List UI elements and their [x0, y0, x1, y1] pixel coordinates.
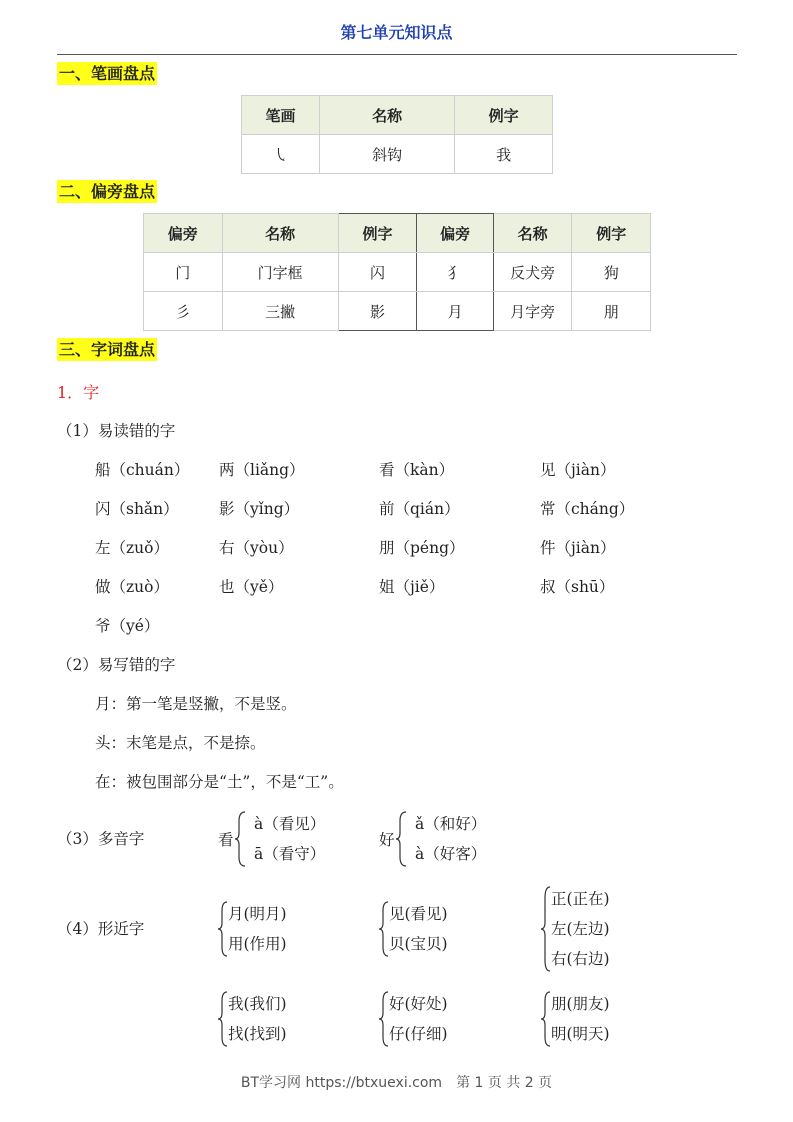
- similar-item: 找(找到): [228, 1025, 287, 1043]
- polyphone-item: ǎ（和好）: [415, 815, 487, 833]
- similar-group: [379, 899, 489, 959]
- table-cell: 月: [417, 292, 494, 331]
- table-cell: 闪: [338, 253, 417, 292]
- polyphone-item: à（好客）: [415, 845, 487, 863]
- pinyin-item: 两（liǎng）: [219, 461, 305, 479]
- pinyin-item: 左（zuǒ）: [95, 539, 169, 557]
- similar-item: 正(正在): [551, 890, 610, 908]
- pinyin-item: 常（cháng）: [540, 500, 635, 518]
- table-cell: 狗: [572, 253, 651, 292]
- brace-icon: [541, 991, 551, 1047]
- subsection-label: （2）易写错的字: [57, 656, 176, 674]
- pinyin-item: 件（jiàn）: [540, 539, 616, 557]
- table-header: 名称: [222, 214, 338, 253]
- table-row: [242, 135, 553, 174]
- brace-icon: [396, 811, 408, 867]
- table-cell: 彡: [144, 292, 223, 331]
- error-note: 月：第一笔是竖撇，不是竖。: [95, 695, 297, 713]
- similar-item: 明(明天): [551, 1025, 610, 1043]
- table-header: 例字: [572, 214, 651, 253]
- table-cell: 我: [455, 135, 553, 174]
- table-header: 例字: [455, 96, 553, 135]
- pinyin-item: 爷（yé）: [95, 617, 160, 635]
- error-note: 在：被包围部分是“土”，不是“工”。: [95, 773, 344, 791]
- pinyin-item: 船（chuán）: [95, 461, 190, 479]
- similar-group: [218, 989, 328, 1049]
- similar-group: [379, 989, 489, 1049]
- similar-item: 右(右边): [551, 950, 610, 968]
- similar-group: [218, 899, 328, 959]
- polyphone-item: ā（看守）: [254, 845, 326, 863]
- brace-icon: [218, 991, 228, 1047]
- table-header: 偏旁: [417, 214, 494, 253]
- section1-heading: 一、笔画盘点: [59, 64, 156, 83]
- table-header: 笔画: [242, 96, 320, 135]
- pinyin-item: 前（qián）: [379, 500, 460, 518]
- similar-item: 月(明月): [228, 905, 287, 923]
- table-cell: 影: [338, 292, 417, 331]
- table-cell: 朋: [572, 292, 651, 331]
- table-cell: 门: [144, 253, 223, 292]
- similar-item: 好(好处): [389, 995, 448, 1013]
- polyphone-char: 好: [379, 831, 395, 849]
- subsection-label: （4）形近字: [57, 920, 145, 938]
- pinyin-item: 也（yě）: [219, 578, 284, 596]
- radical-table: [143, 213, 651, 331]
- polyphone-group: [379, 809, 509, 869]
- page-footer: BT学习网 https://btxuexi.com 第 1 页 共 2 页: [240, 1075, 553, 1091]
- subsection-label: （3）多音字: [57, 830, 145, 848]
- table-cell: 犭: [417, 253, 494, 292]
- pinyin-item: 叔（shū）: [540, 578, 615, 596]
- table-cell: 月字旁: [493, 292, 572, 331]
- pinyin-item: 朋（péng）: [379, 539, 465, 557]
- similar-group: [541, 884, 651, 974]
- error-note: 头：末笔是点，不是捺。: [95, 734, 266, 752]
- table-row: [144, 292, 651, 331]
- similar-item: 贝(宝贝): [389, 935, 448, 953]
- pinyin-item: 见（jiàn）: [540, 461, 616, 479]
- stroke-table: [241, 95, 553, 174]
- brace-icon: [541, 886, 551, 972]
- section2-heading: 二、偏旁盘点: [59, 182, 156, 201]
- table-row: [144, 253, 651, 292]
- pinyin-item: 影（yǐng）: [219, 500, 300, 518]
- pinyin-item: 姐（jiě）: [379, 578, 445, 596]
- pinyin-item: 做（zuò）: [95, 578, 169, 596]
- table-cell: ㇂: [242, 135, 320, 174]
- title-divider: [57, 54, 737, 55]
- similar-group: [541, 989, 651, 1049]
- page-title: 第七单元知识点: [340, 23, 453, 42]
- polyphone-group: [218, 809, 348, 869]
- pinyin-item: 闪（shǎn）: [95, 500, 179, 518]
- similar-item: 我(我们): [228, 995, 287, 1013]
- similar-item: 用(作用): [228, 935, 287, 953]
- brace-icon: [379, 991, 389, 1047]
- table-header: 偏旁: [144, 214, 223, 253]
- polyphone-item: à（看见）: [254, 815, 326, 833]
- table-cell: 门字框: [222, 253, 338, 292]
- table-header: 名称: [493, 214, 572, 253]
- similar-item: 朋(朋友): [551, 995, 610, 1013]
- similar-item: 仔(仔细): [389, 1025, 448, 1043]
- table-cell: 反犬旁: [493, 253, 572, 292]
- table-header-row: [242, 96, 553, 135]
- table-header: 例字: [338, 214, 417, 253]
- table-header-row: [144, 214, 651, 253]
- subsection-title: 1．字: [57, 383, 100, 402]
- pinyin-item: 看（kàn）: [379, 461, 455, 479]
- similar-item: 左(左边): [551, 920, 610, 938]
- brace-icon: [235, 811, 247, 867]
- table-cell: 三撇: [222, 292, 338, 331]
- polyphone-char: 看: [218, 831, 234, 849]
- similar-item: 见(看见): [389, 905, 448, 923]
- table-header: 名称: [320, 96, 455, 135]
- section3-heading: 三、字词盘点: [59, 340, 156, 359]
- brace-icon: [218, 901, 228, 957]
- subsection-label: （1）易读错的字: [57, 422, 176, 440]
- brace-icon: [379, 901, 389, 957]
- pinyin-item: 右（yòu）: [219, 539, 294, 557]
- table-cell: 斜钩: [320, 135, 455, 174]
